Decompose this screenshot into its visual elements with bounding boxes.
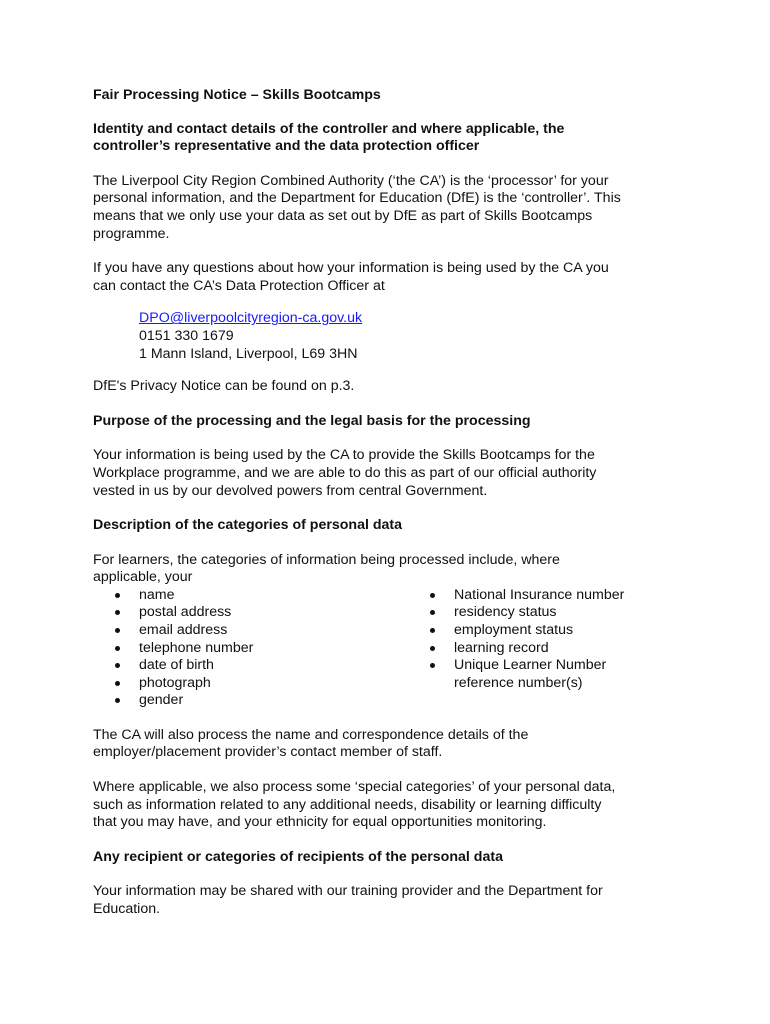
text-line: Your information may be shared with our training provider and the Department for	[93, 883, 603, 900]
dpo-phone: 0151 330 1679	[139, 327, 234, 344]
list-item: residency status	[430, 604, 660, 622]
privacy-notice-reference: DfE's Privacy Notice can be found on p.3.	[93, 378, 355, 395]
text-line: can contact the CA’s Data Protection Officer at	[93, 277, 385, 294]
paragraph-processor-controller	[93, 173, 673, 243]
text-line: Workplace programme, and we are able to do this as part of our official authority	[93, 464, 597, 481]
heading-line: Identity and contact details of the controller and where applicable, the	[93, 120, 565, 137]
list-item: employment status	[430, 622, 660, 640]
text-line: Your information is being used by the CA to provide the Skills Bootcamps for the	[93, 447, 595, 464]
list-item: telephone number	[115, 640, 415, 658]
categories-right-column	[430, 587, 660, 693]
text-line: Where applicable, we also process some ‘special categories’ of your personal data,	[93, 779, 616, 796]
paragraph-categories-intro	[93, 552, 673, 587]
dpo-email-link[interactable]: DPO@liverpoolcityregion-ca.gov.uk	[139, 310, 363, 327]
personal-data-categories-list	[93, 587, 673, 709]
heading-line: controller’s representative and the data protection officer	[93, 138, 480, 155]
list-item: email address	[115, 622, 415, 640]
text-line: such as information related to any additional needs, disability or learning difficulty	[93, 796, 602, 813]
paragraph-special-categories	[93, 779, 673, 832]
list-item: gender	[115, 692, 415, 710]
list-item: photograph	[115, 675, 415, 693]
list-item: National Insurance number	[430, 587, 660, 605]
paragraph-recipients	[93, 883, 673, 918]
document-title: Fair Processing Notice – Skills Bootcamps	[93, 87, 381, 103]
dpo-address: 1 Mann Island, Liverpool, L69 3HN	[139, 345, 358, 362]
text-line: employer/placement provider’s contact member of staff.	[93, 744, 443, 761]
text-line: applicable, your	[93, 569, 193, 586]
text-line: For learners, the categories of information being processed include, where	[93, 551, 560, 568]
section-heading-purpose: Purpose of the processing and the legal basis for the processing	[93, 412, 531, 429]
list-item: name	[115, 587, 415, 605]
text-line: Education.	[93, 901, 161, 918]
list-item: postal address	[115, 604, 415, 622]
text-line: The CA will also process the name and correspondence details of the	[93, 726, 529, 743]
text-line: means that we only use your data as set out by DfE as part of Skills Bootcamps	[93, 207, 593, 224]
text-line: programme.	[93, 225, 170, 242]
text-line: The Liverpool City Region Combined Authority (‘the CA’) is the ‘processor’ for your	[93, 172, 609, 189]
text-line: vested in us by our devolved powers from central Government.	[93, 482, 488, 499]
list-item-continuation: reference number(s)	[454, 674, 583, 691]
text-line: that you may have, and your ethnicity for equal opportunities monitoring.	[93, 814, 547, 831]
section-heading-categories: Description of the categories of personal data	[93, 517, 403, 534]
text-line: personal information, and the Department for Education (DfE) is the ‘controller’. This	[93, 190, 621, 207]
paragraph-employer-details	[93, 727, 673, 762]
list-item: date of birth	[115, 657, 415, 675]
section-heading-recipients: Any recipient or categories of recipients of the personal data	[93, 848, 503, 865]
section-heading-identity	[93, 121, 673, 156]
text-line: If you have any questions about how your information is being used by the CA you	[93, 260, 609, 277]
document-body	[93, 87, 673, 919]
list-item: learning record	[430, 640, 660, 658]
categories-left-column	[115, 587, 415, 710]
paragraph-purpose	[93, 447, 673, 500]
paragraph-questions	[93, 260, 673, 295]
list-item: Unique Learner Number	[430, 657, 660, 675]
dpo-contact-block	[139, 310, 673, 363]
